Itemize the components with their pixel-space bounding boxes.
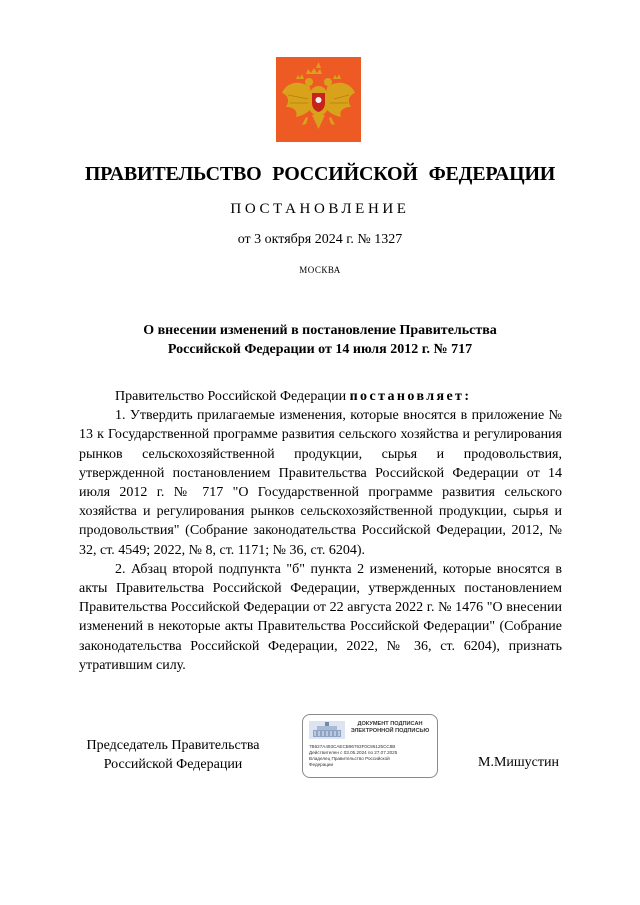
signer-position-line-2: Российской Федерации <box>103 757 243 772</box>
stamp-owner-line-2: Федерации <box>309 762 334 767</box>
stamp-title-line-2: ЭЛЕКТРОННОЙ ПОДПИСЬЮ <box>350 728 430 734</box>
government-title: ПРАВИТЕЛЬСТВО РОССИЙСКОЙ ФЕДЕРАЦИИ <box>84 163 556 185</box>
stamp-title-line-1: ДОКУМЕНТ ПОДПИСАН <box>357 721 423 727</box>
stamp-validity: Действителен с 03.05.2024 по 27.07.2025 <box>309 750 398 755</box>
stamp-title <box>343 721 437 735</box>
signer-name: М.Мишустин <box>478 755 559 770</box>
intro-text: Правительство Российской Федерации <box>115 389 347 404</box>
subject-line-2: Российской Федерации от 14 июля 2012 г. № 717 <box>167 342 473 357</box>
document-date-number: от 3 октября 2024 г. № 1327 <box>237 232 403 247</box>
coat-of-arms-icon <box>276 57 361 142</box>
document-body <box>79 387 562 675</box>
subject-line-1: О внесении изменений в постановление Правительства <box>143 323 497 338</box>
resolves-text: постановляет: <box>349 389 472 404</box>
signer-position <box>78 736 268 774</box>
stamp-certificate: 7B627A493CAECB96763F0C86125CC8B <box>309 744 396 749</box>
document-subject <box>80 321 560 359</box>
document-city: МОСКВА <box>299 265 341 275</box>
signer-position-line-1: Председатель Правительства <box>86 738 260 753</box>
government-building-icon <box>309 721 345 739</box>
item-2-paragraph: 2. Абзац второй подпункта "б" пункта 2 изменений, которые вносятся в акты Правительства Российской Федерации, утвержденных постановлением Правительства Российской Федерации от 22 августа 2022 г. № 1476 "О внесении изменений в некоторые акты Правительства Российской Федерации" (Собрание законодательства Российской Федерации, 2022, № 36, ст. 6204), признать утратившим силу. <box>79 561 562 673</box>
intro-paragraph <box>79 387 562 406</box>
document-type: ПОСТАНОВЛЕНИЕ <box>230 201 410 217</box>
stamp-owner-line-1: Владелец Правительство Российской <box>309 756 390 761</box>
item-1-paragraph: 1. Утвердить прилагаемые изменения, которые вносятся в приложение № 13 к Государственной программе развития сельского хозяйства и регулирования рынков сельскохозяйственной продукции, сырья и продовольствия, утвержденной постановлением Правительства Российской Федерации от 14 июля 2012 г. № 717 "О Государственной программе развития сельского хозяйства и регулирования рынков сельскохозяйственной продукции, сырья и продовольствия" (Собрание законодательства Российской Федерации, 2012, № 32, ст. 4549; 2022, № 8, ст. 1171; № 36, ст. 6204). <box>79 408 562 558</box>
electronic-signature-stamp <box>302 714 438 778</box>
